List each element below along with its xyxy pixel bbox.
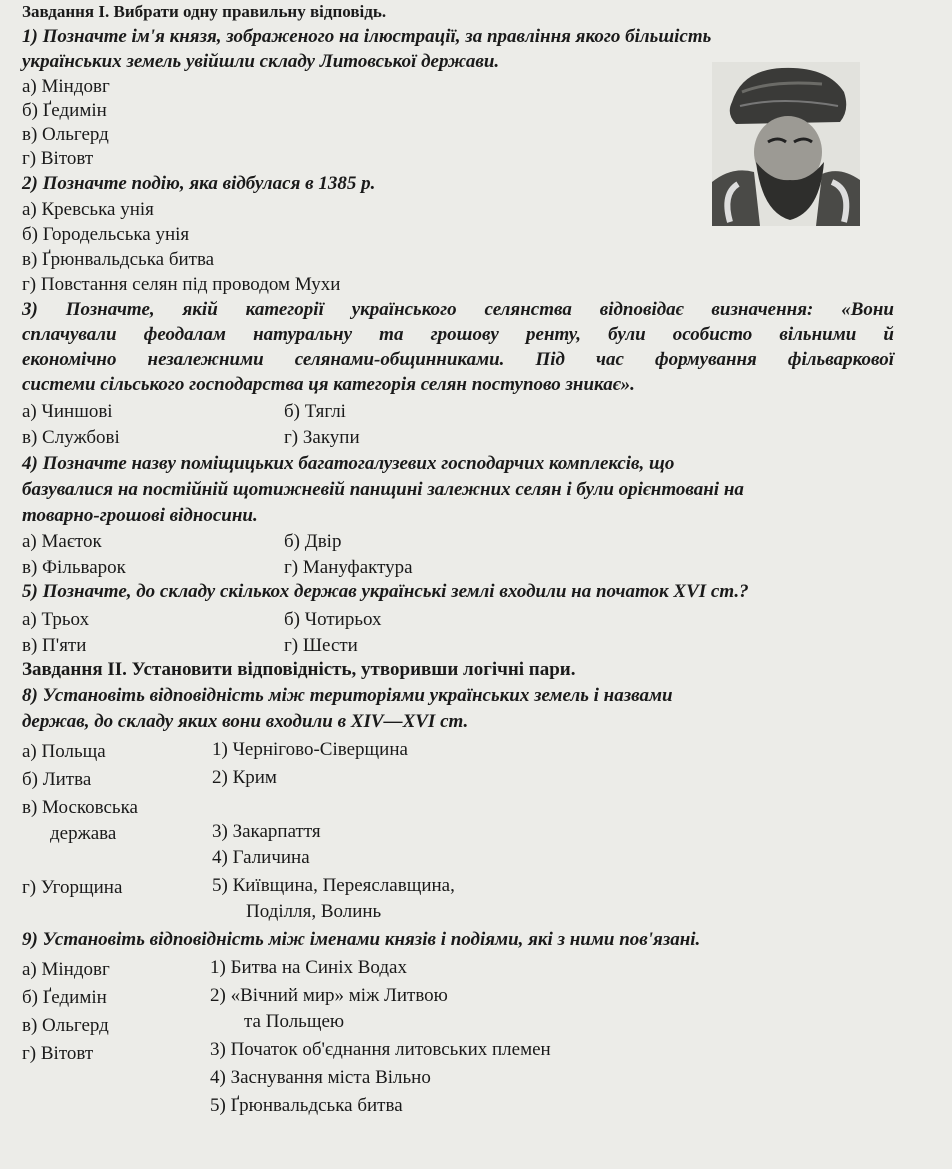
- q2-option-b: б) Городельська унія: [22, 224, 190, 245]
- q4-option-a: а) Маєток: [22, 531, 102, 552]
- task1-title: Завдання І. Вибрати одну правильну відповідь.: [22, 2, 387, 21]
- q4-option-d: г) Мануфактура: [284, 557, 413, 578]
- q1-text-line1: 1) Позначте ім'я князя, зображеного на ілюстрації, за правління якого більшість: [22, 26, 712, 47]
- q8-text-line1: 8) Установіть відповідність між територіями українських земель і назвами: [22, 685, 673, 706]
- q4-option-b: б) Двір: [284, 531, 342, 552]
- q9-left-a: а) Міндовг: [22, 959, 110, 980]
- q9-left-b: б) Ґедимін: [22, 987, 107, 1008]
- q8-left-b: б) Литва: [22, 769, 92, 790]
- q9-right-4: 4) Заснування міста Вільно: [210, 1067, 431, 1088]
- q8-right-2: 2) Крим: [212, 767, 277, 788]
- q9-left-c: в) Ольгерд: [22, 1015, 109, 1036]
- q3-text-line4: системи сільського господарства ця категорія селян поступово зникає».: [22, 374, 635, 395]
- q3-text-line2: сплачували феодалам натуральну та грошову ренту, були особисто вільними й: [22, 324, 894, 345]
- q2-option-a: а) Кревська унія: [22, 199, 154, 220]
- q3-option-b: б) Тяглі: [284, 401, 346, 422]
- q4-option-c: в) Фільварок: [22, 557, 126, 578]
- q1-option-b: б) Ґедимін: [22, 100, 107, 121]
- q8-left-d: г) Угорщина: [22, 877, 123, 898]
- q8-right-3: 3) Закарпаття: [212, 821, 321, 842]
- q3-option-c: в) Службові: [22, 427, 120, 448]
- q8-right-4: 4) Галичина: [212, 847, 310, 868]
- q8-left-a: а) Польща: [22, 741, 106, 762]
- q8-right-5-cont: Поділля, Волинь: [246, 901, 382, 922]
- q9-right-3: 3) Початок об'єднання литовських племен: [210, 1039, 551, 1060]
- q5-text: 5) Позначте, до складу скількох держав українські землі входили на початок XVI ст.?: [22, 581, 749, 602]
- q1-option-c: в) Ольгерд: [22, 124, 109, 145]
- q2-text: 2) Позначте подію, яка відбулася в 1385 р.: [22, 173, 376, 194]
- q8-right-5: 5) Київщина, Переяславщина,: [212, 875, 455, 896]
- q8-right-1: 1) Чернігово-Сіверщина: [212, 739, 408, 760]
- q8-left-c-cont: держава: [50, 823, 117, 844]
- q5-option-a: а) Трьох: [22, 609, 90, 630]
- q2-option-c: в) Ґрюнвальдська битва: [22, 249, 215, 270]
- q1-option-d: г) Вітовт: [22, 148, 94, 169]
- q9-left-d: г) Вітовт: [22, 1043, 94, 1064]
- q4-text-line2: базувалися на постійній щотижневій панщині залежних селян і були орієнтовані на: [22, 479, 744, 500]
- q3-option-d: г) Закупи: [284, 427, 360, 448]
- q9-right-2: 2) «Вічний мир» між Литвою: [210, 985, 448, 1006]
- q1-option-a: а) Міндовг: [22, 76, 110, 97]
- q3-text-line3: економічно незалежними селянами-общинниками. Під час формування фільваркової: [22, 349, 894, 370]
- q4-text-line3: товарно-грошові відносини.: [22, 505, 258, 526]
- q9-text: 9) Установіть відповідність між іменами князів і подіями, які з ними пов'язані.: [22, 929, 701, 950]
- q9-right-1: 1) Битва на Синіх Водах: [210, 957, 407, 978]
- task2-title: Завдання ІІ. Установити відповідність, утворивши логічні пари.: [22, 659, 576, 680]
- q9-right-5: 5) Ґрюнвальдська битва: [210, 1095, 403, 1116]
- q3-option-a: а) Чиншові: [22, 401, 113, 422]
- q2-option-d: г) Повстання селян під проводом Мухи: [22, 274, 341, 295]
- q5-option-b: б) Чотирьох: [284, 609, 382, 630]
- q1-text-line2: українських земель увійшли складу Литовської держави.: [22, 51, 500, 72]
- q8-text-line2: держав, до складу яких вони входили в XIV—XVI ст.: [22, 711, 469, 732]
- prince-portrait-illustration: [712, 62, 860, 226]
- q4-text-line1: 4) Позначте назву поміщицьких багатогалузевих господарчих комплексів, що: [22, 453, 675, 474]
- q5-option-c: в) П'яти: [22, 635, 87, 656]
- q9-right-2-cont: та Польщею: [244, 1011, 345, 1032]
- q8-left-c: в) Московська: [22, 797, 138, 818]
- q5-option-d: г) Шести: [284, 635, 358, 656]
- q3-text-line1: 3) Позначте, якій категорії українського селянства відповідає визначення: «Вони: [22, 299, 894, 320]
